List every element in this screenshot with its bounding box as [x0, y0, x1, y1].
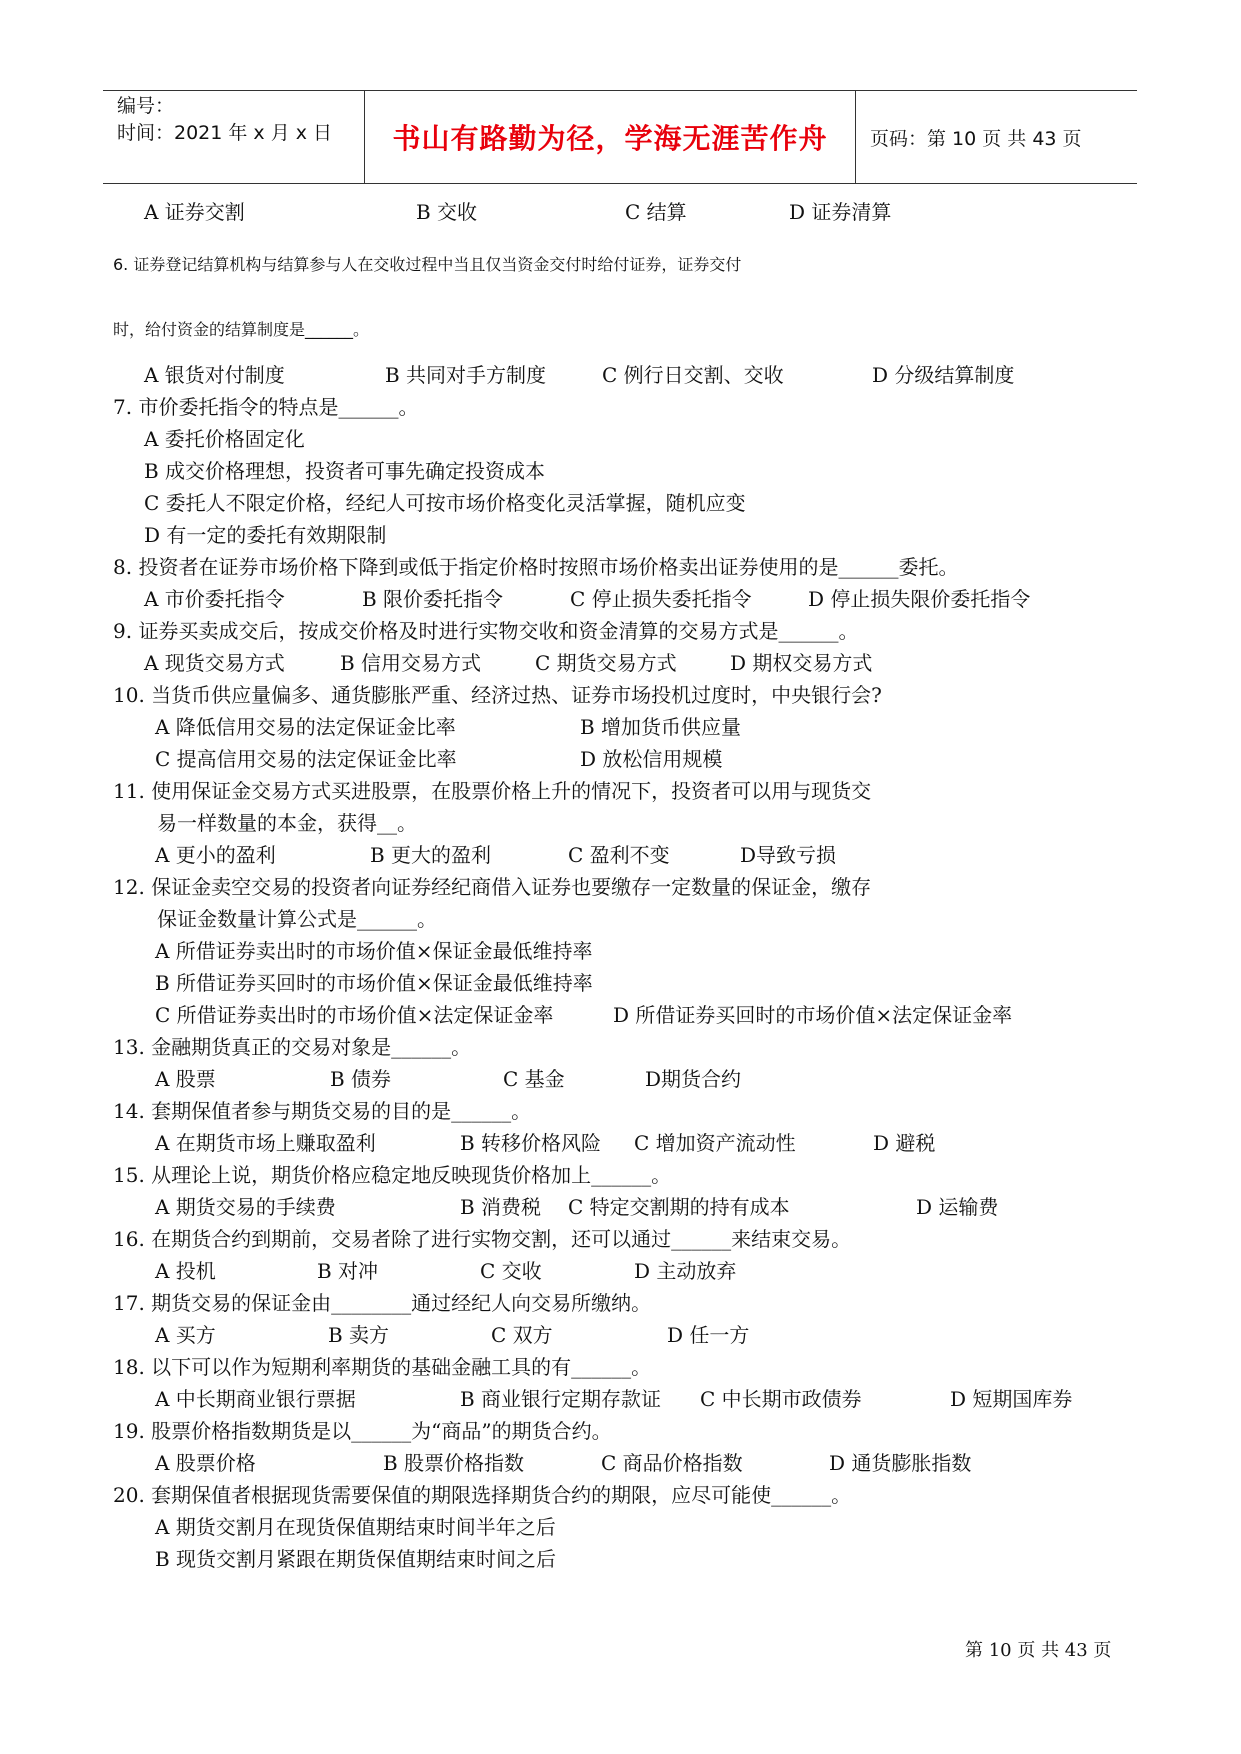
option-text: B 交收: [416, 200, 478, 224]
question-text: C 委托人不限定价格，经纪人可按市场价格变化灵活掌握，随机应变: [144, 491, 746, 515]
option-text: C 交收: [480, 1259, 542, 1283]
option-text: C 特定交割期的持有成本: [568, 1195, 790, 1219]
option-text: A 买方: [155, 1323, 216, 1347]
option-text: D 放松信用规模: [580, 747, 723, 771]
page-footer: 第 10 页 共 43 页: [965, 1640, 1112, 1661]
option-text: C 基金: [503, 1067, 565, 1091]
question-text: 保证金数量计算公式是______。: [157, 907, 437, 931]
option-text: C 停止损失委托指令: [570, 587, 752, 611]
question-text: 15. 从理论上说，期货价格应稳定地反映现货价格加上______。: [113, 1163, 672, 1187]
option-text: D 通货膨胀指数: [829, 1451, 972, 1475]
option-text: B 债券: [330, 1067, 392, 1091]
question-text: 8. 投资者在证券市场价格下降到或低于指定价格时按照市场价格卖出证券使用的是______委托。: [113, 555, 959, 579]
question-text: 时，给付资金的结算制度是______。: [113, 320, 370, 339]
option-text: C 中长期市政债券: [700, 1387, 862, 1411]
option-text: D导致亏损: [740, 843, 837, 867]
option-text: C 结算: [625, 200, 687, 224]
option-text: A 股票: [155, 1067, 216, 1091]
question-text: 6. 证券登记结算机构与结算参与人在交收过程中当且仅当资金交付时给付证券，证券交付: [113, 255, 742, 274]
option-text: A 股票价格: [155, 1451, 256, 1475]
question-text: 易一样数量的本金，获得__。: [157, 811, 417, 835]
option-text: D 证券清算: [789, 200, 892, 224]
question-text: 12. 保证金卖空交易的投资者向证券经纪商借入证券也要缴存一定数量的保证金，缴存: [113, 875, 872, 899]
question-text: 14. 套期保值者参与期货交易的目的是______。: [113, 1099, 532, 1123]
question-text: 19. 股票价格指数期货是以______为“商品”的期货合约。: [113, 1419, 612, 1443]
option-text: D 避税: [873, 1131, 936, 1155]
option-text: C 增加资产流动性: [634, 1131, 796, 1155]
option-text: D 运输费: [916, 1195, 999, 1219]
option-text: A 证券交割: [144, 200, 245, 224]
option-text: D 短期国库券: [950, 1387, 1073, 1411]
option-text: B 商业银行定期存款证: [460, 1387, 662, 1411]
option-text: A 现货交易方式: [144, 651, 285, 675]
question-text: 7. 市价委托指令的特点是______。: [113, 395, 419, 419]
option-text: C 所借证券卖出时的市场价值×法定保证金率: [155, 1003, 554, 1027]
option-text: A 期货交易的手续费: [155, 1195, 336, 1219]
option-text: B 限价委托指令: [362, 587, 504, 611]
option-text: B 更大的盈利: [370, 843, 492, 867]
question-text: 11. 使用保证金交易方式买进股票，在股票价格上升的情况下，投资者可以用与现货交: [113, 779, 872, 803]
option-text: B 信用交易方式: [340, 651, 482, 675]
option-text: A 银货对付制度: [144, 363, 285, 387]
question-text: A 期货交割月在现货保值期结束时间半年之后: [155, 1515, 556, 1539]
question-text: A 所借证券卖出时的市场价值×保证金最低维持率: [155, 939, 593, 963]
question-text: B 所借证券买回时的市场价值×保证金最低维持率: [155, 971, 593, 995]
question-text: 18. 以下可以作为短期利率期货的基础金融工具的有______。: [113, 1355, 652, 1379]
question-text: 9. 证券买卖成交后，按成交价格及时进行实物交收和资金清算的交易方式是______。: [113, 619, 859, 643]
question-text: 10. 当货币供应量偏多、通货膨胀严重、经济过热、证券市场投机过度时，中央银行会?: [113, 683, 882, 707]
header-meta: [103, 91, 365, 183]
question-text: 16. 在期货合约到期前，交易者除了进行实物交割，还可以通过______来结束交易。: [113, 1227, 852, 1251]
question-text: A 委托价格固定化: [144, 427, 305, 451]
question-text: 13. 金融期货真正的交易对象是______。: [113, 1035, 472, 1059]
header-page-number: 页码：第 10 页 共 43 页: [870, 127, 1082, 150]
option-text: B 共同对手方制度: [385, 363, 547, 387]
option-text: D期货合约: [645, 1067, 742, 1091]
option-text: A 降低信用交易的法定保证金比率: [155, 715, 456, 739]
option-text: D 主动放弃: [634, 1259, 737, 1283]
option-text: B 对冲: [317, 1259, 379, 1283]
option-text: B 消费税: [460, 1195, 542, 1219]
option-text: A 在期货市场上赚取盈利: [155, 1131, 376, 1155]
question-text: 20. 套期保值者根据现货需要保值的期限选择期货合约的期限，应尽可能使______。: [113, 1483, 852, 1507]
option-text: C 例行日交割、交收: [602, 363, 784, 387]
doc-number-label: 编号：: [117, 95, 175, 117]
question-text: B 现货交割月紧跟在期货保值期结束时间之后: [155, 1547, 557, 1571]
option-text: A 更小的盈利: [155, 843, 276, 867]
doc-time-label: 时间：2021 年 x 月 x 日: [117, 122, 333, 144]
option-text: B 卖方: [328, 1323, 390, 1347]
option-text: C 双方: [491, 1323, 553, 1347]
header-motto: 书山有路勤为径，学海无涯苦作舟: [365, 91, 856, 183]
option-text: C 提高信用交易的法定保证金比率: [155, 747, 457, 771]
option-text: C 盈利不变: [568, 843, 670, 867]
question-text: D 有一定的委托有效期限制: [144, 523, 387, 547]
option-text: A 市价委托指令: [144, 587, 285, 611]
option-text: D 任一方: [667, 1323, 750, 1347]
option-text: D 分级结算制度: [872, 363, 1015, 387]
option-text: D 期权交易方式: [730, 651, 873, 675]
page-header: [103, 90, 1137, 184]
option-text: B 股票价格指数: [383, 1451, 525, 1475]
option-text: C 商品价格指数: [601, 1451, 743, 1475]
question-text: 17. 期货交易的保证金由________通过经纪人向交易所缴纳。: [113, 1291, 652, 1315]
option-text: A 中长期商业银行票据: [155, 1387, 356, 1411]
option-text: B 增加货币供应量: [580, 715, 742, 739]
question-text: B 成交价格理想，投资者可事先确定投资成本: [144, 459, 546, 483]
option-text: A 投机: [155, 1259, 216, 1283]
option-text: D 所借证券买回时的市场价值×法定保证金率: [613, 1003, 1013, 1027]
option-text: B 转移价格风险: [460, 1131, 602, 1155]
option-text: C 期货交易方式: [535, 651, 677, 675]
option-text: D 停止损失限价委托指令: [808, 587, 1031, 611]
